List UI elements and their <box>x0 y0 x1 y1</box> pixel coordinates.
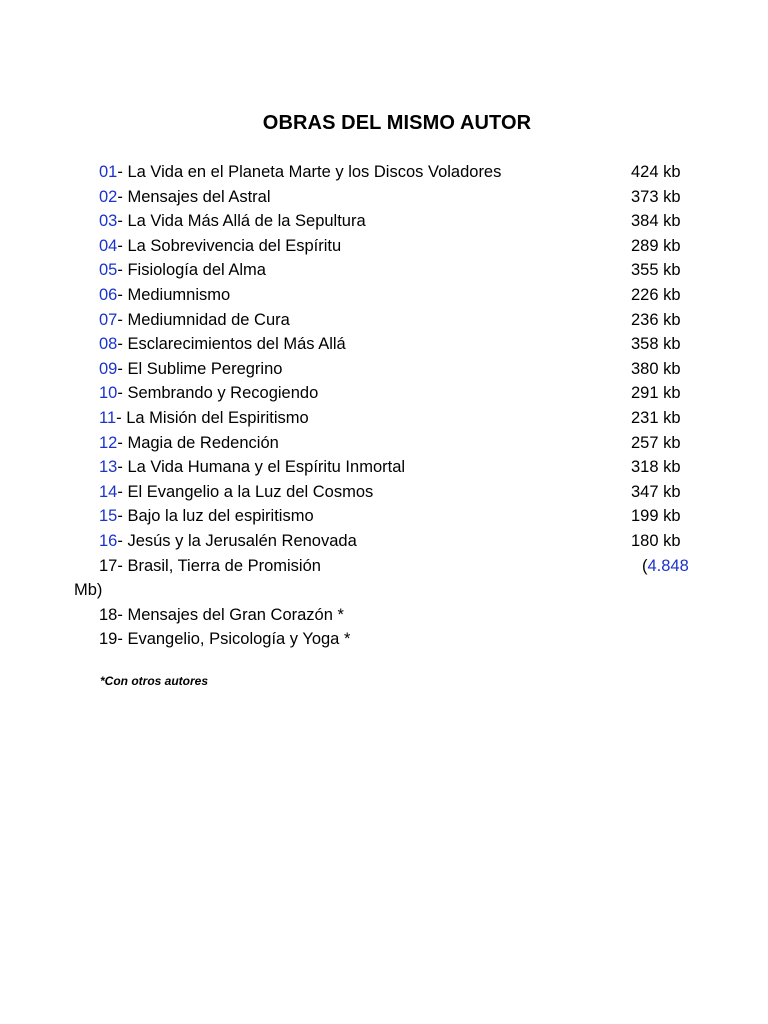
book-item-16: 16- Jesús y la Jerusalén Renovada 180 kb <box>0 529 768 554</box>
book-title: Mensajes del Gran Corazón * <box>127 605 344 624</box>
book-item-12: 12- Magia de Redención 257 kb <box>0 431 768 456</box>
book-size: 384 kb <box>631 212 681 231</box>
book-title: Sembrando y Recogiendo <box>127 384 319 403</box>
book-size: 199 kb <box>631 507 681 526</box>
book-number-link[interactable]: 04 <box>99 236 118 255</box>
book-number-link[interactable]: 11 <box>99 408 117 427</box>
book-size: 358 kb <box>631 335 681 354</box>
book-title: La Vida Más Allá de la Sepultura <box>127 212 366 231</box>
book-item-03: 03- La Vida Más Allá de la Sepultura 384 kb <box>0 209 768 234</box>
footnote: *Con otros autores <box>100 674 209 688</box>
book-number-link[interactable]: 08 <box>99 335 118 354</box>
book-size: 180 kb <box>631 531 681 550</box>
book-title: La Misión del Espiritismo <box>126 408 309 427</box>
book-item-08: 08- Esclarecimientos del Más Allá 358 kb <box>0 332 768 357</box>
book-number-link[interactable]: 13 <box>99 458 118 477</box>
book-item-13: 13- La Vida Humana y el Espíritu Inmortal 318 kb <box>0 455 768 480</box>
book-list <box>0 160 768 652</box>
book-size: 373 kb <box>631 187 681 206</box>
book-number-link[interactable]: 14 <box>99 482 118 501</box>
book-number-link[interactable]: 09 <box>99 359 118 378</box>
book-item-17-wrap <box>0 578 768 603</box>
book-item-18: 18- Mensajes del Gran Corazón * <box>99 605 344 624</box>
book-item-07: 07- Mediumnidad de Cura 236 kb <box>0 308 768 333</box>
book-number: 19 <box>99 630 118 649</box>
book-number-link[interactable]: 02 <box>99 187 118 206</box>
book-item-11: 11- La Misión del Espiritismo 231 kb <box>0 406 768 431</box>
book-item-05: 05- Fisiología del Alma 355 kb <box>0 258 768 283</box>
book-size: 257 kb <box>631 433 681 452</box>
book-title: Evangelio, Psicología y Yoga * <box>127 630 351 649</box>
book-size: 231 kb <box>631 408 681 427</box>
book-title: La Vida en el Planeta Marte y los Discos Voladores <box>127 163 502 181</box>
book-number-link[interactable]: 16 <box>99 531 118 550</box>
book-number-link[interactable]: 01 <box>99 163 118 181</box>
book-number-link[interactable]: 06 <box>99 285 118 304</box>
book-item-17: 17- Brasil, Tierra de Promisión (4.848 <box>99 556 689 575</box>
book-size: 347 kb <box>631 482 681 501</box>
book-item-09: 09- El Sublime Peregrino 380 kb <box>0 357 768 382</box>
book-title: La Vida Humana y el Espíritu Inmortal <box>127 458 406 477</box>
book-title: Jesús y la Jerusalén Renovada <box>127 531 357 550</box>
book-number-link[interactable]: 07 <box>99 310 118 329</box>
book-item-06: 06- Mediumnismo 226 kb <box>0 283 768 308</box>
book-title: Mediumnidad de Cura <box>127 310 290 329</box>
book-number-link[interactable]: 05 <box>99 261 118 280</box>
book-number-link[interactable]: 12 <box>99 433 118 452</box>
book-number-link[interactable]: 15 <box>99 507 118 526</box>
book-size: 236 kb <box>631 310 681 329</box>
book-size: 424 kb <box>631 163 681 181</box>
book-number: 18 <box>99 605 118 624</box>
book-item-01: 01- La Vida en el Planeta Marte y los Discos Voladores 424 kb <box>0 160 768 185</box>
book-size-link[interactable]: 4.848 <box>647 556 689 575</box>
book-title: El Sublime Peregrino <box>127 359 283 378</box>
book-size-unit: Mb) <box>74 581 103 600</box>
book-number: 17 <box>99 556 118 575</box>
book-item-14: 14- El Evangelio a la Luz del Cosmos 347 kb <box>0 480 768 505</box>
book-size: 355 kb <box>631 261 681 280</box>
book-title: La Sobrevivencia del Espíritu <box>127 236 342 255</box>
book-item-10: 10- Sembrando y Recogiendo 291 kb <box>0 381 768 406</box>
book-title: Fisiología del Alma <box>127 261 266 280</box>
book-size: 226 kb <box>631 285 681 304</box>
book-size: 289 kb <box>631 236 681 255</box>
book-item-19: 19- Evangelio, Psicología y Yoga * <box>99 630 351 649</box>
book-number-link[interactable]: 03 <box>99 212 118 231</box>
book-title: Bajo la luz del espiritismo <box>127 507 314 526</box>
book-title: Mensajes del Astral <box>127 187 271 206</box>
book-title: Brasil, Tierra de Promisión <box>127 556 321 575</box>
book-size: 380 kb <box>631 359 681 378</box>
book-title: El Evangelio a la Luz del Cosmos <box>127 482 374 501</box>
book-item-02: 02- Mensajes del Astral 373 kb <box>0 185 768 210</box>
book-title: Esclarecimientos del Más Allá <box>127 335 346 354</box>
book-title: Magia de Redención <box>127 433 279 452</box>
book-item-04: 04- La Sobrevivencia del Espíritu 289 kb <box>0 234 768 259</box>
book-size: 291 kb <box>631 384 681 403</box>
book-item-15: 15- Bajo la luz del espiritismo 199 kb <box>0 504 768 529</box>
book-size: 318 kb <box>631 458 681 477</box>
book-title: Mediumnismo <box>127 285 231 304</box>
page-title: OBRAS DEL MISMO AUTOR <box>262 112 532 134</box>
book-number-link[interactable]: 10 <box>99 384 118 403</box>
